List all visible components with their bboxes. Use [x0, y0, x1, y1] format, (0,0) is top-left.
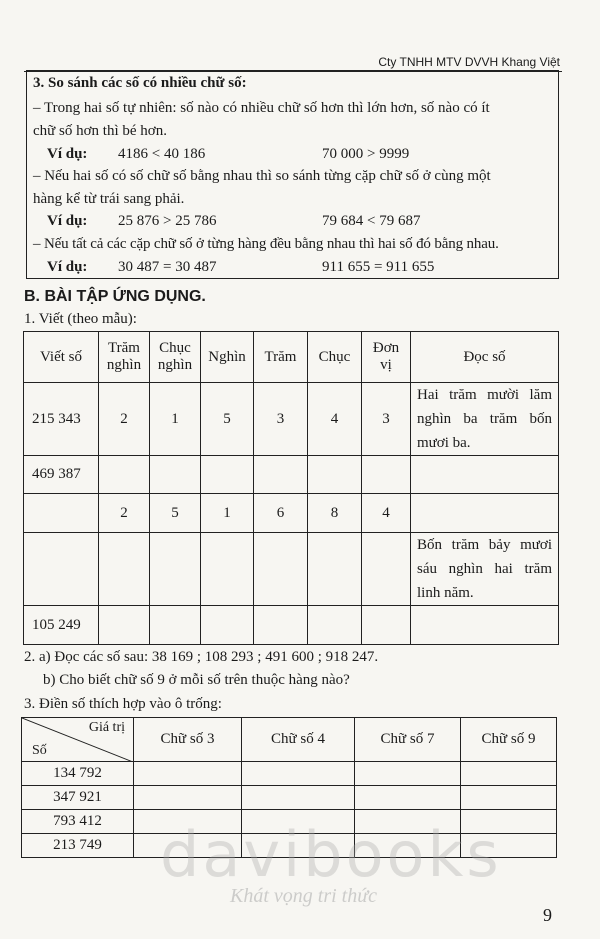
empty-cell[interactable] [201, 533, 254, 606]
corner-number-label: Số [32, 743, 47, 758]
watermark-brand: davibooks [160, 818, 502, 891]
empty-cell[interactable] [254, 533, 308, 606]
exercise1-table [23, 331, 559, 645]
row1-reading: Hai trăm mười lăm nghìn ba trăm bốn mươi ba. [411, 383, 559, 456]
empty-cell[interactable] [242, 786, 355, 810]
table-row [22, 762, 557, 786]
rules-title: 3. So sánh các số có nhiều chữ số: [33, 75, 247, 91]
col-header: Chữ số 3 [134, 718, 242, 762]
corner-header-cell [22, 718, 134, 762]
row1-number: 215 343 [24, 383, 99, 456]
empty-cell[interactable] [362, 456, 411, 494]
empty-cell[interactable] [362, 533, 411, 606]
col-header: Chữ số 7 [355, 718, 461, 762]
row1-digit: 4 [308, 383, 362, 456]
rule1-line2: chữ số hơn thì bé hơn. [33, 123, 167, 139]
row-number: 793 412 [22, 810, 134, 834]
header-ten-thousands [150, 332, 201, 383]
empty-cell[interactable] [150, 456, 201, 494]
watermark-tagline: Khát vọng tri thức [230, 885, 378, 907]
empty-cell[interactable] [355, 786, 461, 810]
rule2-line2: hàng kể từ trái sang phải. [33, 191, 185, 207]
table-row [24, 494, 559, 533]
exercise1-title: 1. Viết (theo mẫu): [24, 311, 137, 327]
row1-digit: 1 [150, 383, 201, 456]
empty-cell[interactable] [201, 606, 254, 645]
row3-digit: 6 [254, 494, 308, 533]
empty-cell[interactable] [411, 456, 559, 494]
empty-cell[interactable] [411, 606, 559, 645]
example3-a: 30 487 = 30 487 [118, 259, 217, 275]
header-read-number: Đọc số [411, 332, 559, 383]
empty-cell[interactable] [254, 606, 308, 645]
exercise2-line-a [24, 649, 378, 666]
page-number: 9 [543, 905, 552, 925]
table-row [24, 383, 559, 456]
rule3-line1: – Nếu tất cả các cặp chữ số ở từng hàng đều bằng nhau thì hai số đó bằng nhau. [33, 236, 499, 252]
header-units-line2: vị [380, 357, 392, 373]
row4-reading: Bốn trăm bảy mươi sáu nghìn hai trăm linh năm. [411, 533, 559, 606]
row1-digit: 5 [201, 383, 254, 456]
exercise2-a-label: 2. a) Đọc các số sau: [24, 649, 149, 665]
row3-digit: 5 [150, 494, 201, 533]
empty-cell[interactable] [99, 533, 150, 606]
corner-value-label: Giá trị [88, 720, 125, 735]
example2-a: 25 876 > 25 786 [118, 213, 217, 229]
row-number: 347 921 [22, 786, 134, 810]
empty-cell[interactable] [150, 533, 201, 606]
example1-b: 70 000 > 9999 [322, 146, 410, 162]
empty-cell[interactable] [24, 494, 99, 533]
row3-digit: 4 [362, 494, 411, 533]
header-write-number: Viết số [24, 332, 99, 383]
empty-cell[interactable] [99, 606, 150, 645]
example1-label: Ví dụ: [47, 146, 88, 162]
exercise2-numbers: 38 169 ; 108 293 ; 491 600 ; 918 247. [151, 649, 379, 665]
row3-digit: 8 [308, 494, 362, 533]
empty-cell[interactable] [411, 494, 559, 533]
col-header: Chữ số 4 [242, 718, 355, 762]
row-number: 213 749 [22, 834, 134, 858]
empty-cell[interactable] [308, 606, 362, 645]
table-header-row [22, 718, 557, 762]
empty-cell[interactable] [461, 762, 557, 786]
row3-digit: 1 [201, 494, 254, 533]
empty-cell[interactable] [134, 786, 242, 810]
table-row [24, 456, 559, 494]
exercise3-title: 3. Điền số thích hợp vào ô trống: [24, 696, 222, 712]
example2-label: Ví dụ: [47, 213, 88, 229]
header-thousands: Nghìn [201, 332, 254, 383]
row1-digit: 3 [254, 383, 308, 456]
empty-cell[interactable] [254, 456, 308, 494]
col-header: Chữ số 9 [461, 718, 557, 762]
header-ten-thousands-line1: Chục [159, 340, 191, 356]
row3-digit: 2 [99, 494, 150, 533]
row1-digit: 3 [362, 383, 411, 456]
table-row [24, 533, 559, 606]
example3-b: 911 655 = 911 655 [322, 259, 435, 275]
row1-digit: 2 [99, 383, 150, 456]
example1-a: 4186 < 40 186 [118, 146, 206, 162]
publisher-header: Cty TNHH MTV DVVH Khang Việt [378, 55, 560, 69]
empty-cell[interactable] [99, 456, 150, 494]
table-row [22, 786, 557, 810]
empty-cell[interactable] [242, 762, 355, 786]
exercise2-line-b: b) Cho biết chữ số 9 ở mỗi số trên thuộc hàng nào? [43, 672, 350, 688]
header-hundred-thousands-line2: nghìn [106, 357, 142, 373]
rule2-line1: – Nếu hai số có số chữ số bằng nhau thì so sánh từng cặp chữ số ở cùng một [33, 168, 491, 184]
row2-number: 469 387 [24, 456, 99, 494]
example3-label: Ví dụ: [47, 259, 88, 275]
header-units-line1: Đơn [372, 340, 400, 356]
header-ten-thousands-line2: nghìn [157, 357, 193, 373]
header-units [362, 332, 411, 383]
header-hundreds: Trăm [254, 332, 308, 383]
empty-cell[interactable] [355, 762, 461, 786]
empty-cell[interactable] [134, 762, 242, 786]
empty-cell[interactable] [24, 533, 99, 606]
rule1-line1: – Trong hai số tự nhiên: số nào có nhiều chữ số hơn thì lớn hơn, số nào có ít [33, 100, 490, 116]
row-number: 134 792 [22, 762, 134, 786]
empty-cell[interactable] [461, 786, 557, 810]
example2-b: 79 684 < 79 687 [322, 213, 421, 229]
table-row [24, 606, 559, 645]
header-tens: Chục [308, 332, 362, 383]
empty-cell[interactable] [201, 456, 254, 494]
row5-number: 105 249 [24, 606, 99, 645]
empty-cell[interactable] [308, 456, 362, 494]
table-header-row [24, 332, 559, 383]
empty-cell[interactable] [362, 606, 411, 645]
empty-cell[interactable] [150, 606, 201, 645]
header-hundred-thousands [99, 332, 150, 383]
empty-cell[interactable] [308, 533, 362, 606]
header-hundred-thousands-line1: Trăm [108, 340, 140, 356]
section-b-title: B. BÀI TẬP ỨNG DỤNG. [24, 288, 206, 305]
